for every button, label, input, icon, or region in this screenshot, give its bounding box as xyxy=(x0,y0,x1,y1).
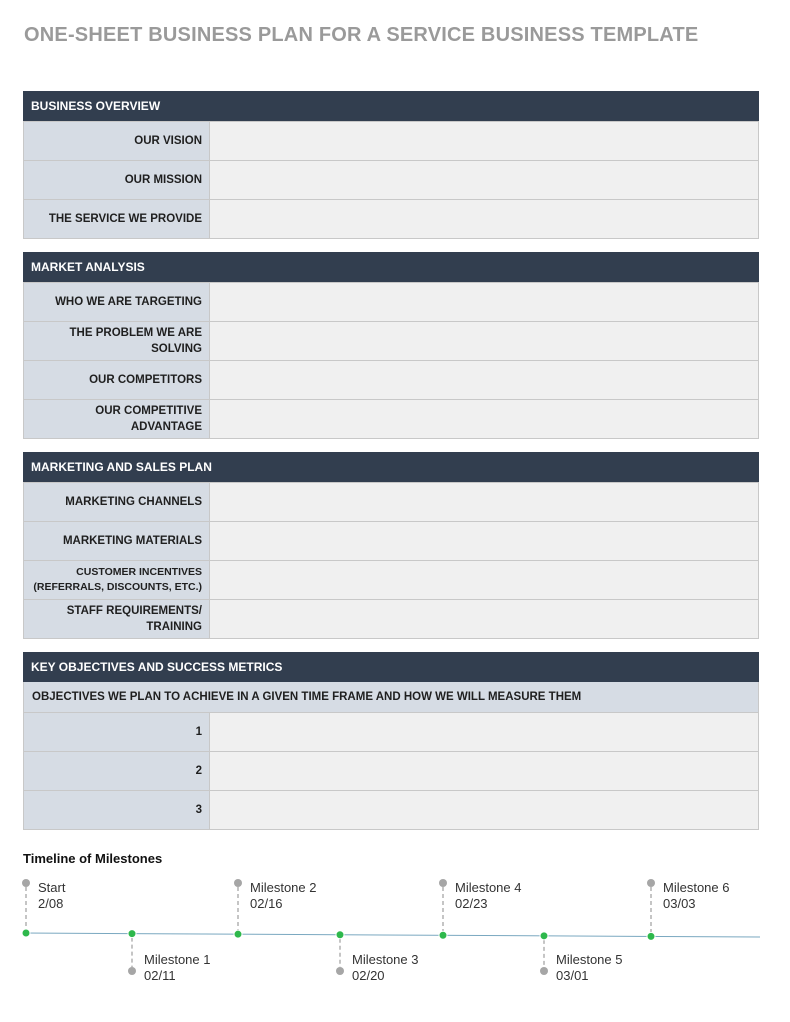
milestone-name: Milestone 6 xyxy=(663,880,730,895)
row-label: THE SERVICE WE PROVIDE xyxy=(24,200,210,239)
section-header: BUSINESS OVERVIEW xyxy=(23,91,759,121)
table-row xyxy=(24,400,759,439)
channels-field[interactable] xyxy=(210,483,759,522)
table-row xyxy=(24,322,759,361)
milestone-label xyxy=(556,952,622,984)
section-header: MARKETING AND SALES PLAN xyxy=(23,452,759,482)
staff-field[interactable] xyxy=(210,600,759,639)
milestone-pin-icon xyxy=(22,879,30,887)
page-title: ONE-SHEET BUSINESS PLAN FOR A SERVICE BUSINESS TEMPLATE xyxy=(24,24,699,46)
milestone-label xyxy=(144,952,210,984)
row-label: MARKETING CHANNELS xyxy=(24,483,210,522)
milestone-pin-icon xyxy=(439,879,447,887)
milestone-name: Milestone 3 xyxy=(352,952,419,967)
table-row xyxy=(24,752,759,791)
milestone-label xyxy=(38,880,65,912)
milestone-date: 03/03 xyxy=(663,896,696,911)
table-row xyxy=(24,161,759,200)
table-row xyxy=(24,713,759,752)
table-row xyxy=(24,283,759,322)
incentives-field[interactable] xyxy=(210,561,759,600)
milestone-pin-icon xyxy=(647,879,655,887)
milestone-pin-icon xyxy=(128,967,136,975)
milestone-marker-icon xyxy=(336,931,344,939)
row-label: STAFF REQUIREMENTS/ TRAINING xyxy=(24,600,210,639)
row-label: OUR COMPETITIVE ADVANTAGE xyxy=(24,400,210,439)
milestone-label xyxy=(250,880,316,912)
row-label: OUR COMPETITORS xyxy=(24,361,210,400)
milestone-name: Milestone 2 xyxy=(250,880,317,895)
objectives-subheader: OBJECTIVES WE PLAN TO ACHIEVE IN A GIVEN TIME FRAME AND HOW WE WILL MEASURE THEM xyxy=(23,682,759,712)
mission-field[interactable] xyxy=(210,161,759,200)
milestone-marker-icon xyxy=(439,931,447,939)
targeting-field[interactable] xyxy=(210,283,759,322)
row-label: OUR MISSION xyxy=(24,161,210,200)
milestone-name: Milestone 5 xyxy=(556,952,623,967)
row-label: 1 xyxy=(24,713,210,752)
milestone-label xyxy=(352,952,418,984)
table-row xyxy=(24,522,759,561)
section-header: KEY OBJECTIVES AND SUCCESS METRICS xyxy=(23,652,759,682)
row-label: THE PROBLEM WE ARE SOLVING xyxy=(24,322,210,361)
table-row xyxy=(24,122,759,161)
row-label: CUSTOMER INCENTIVES (REFERRALS, DISCOUNTS, ETC.) xyxy=(24,561,210,600)
timeline-title: Timeline of Milestones xyxy=(23,851,163,866)
milestone-pin-icon xyxy=(336,967,344,975)
table-row xyxy=(24,561,759,600)
competitors-field[interactable] xyxy=(210,361,759,400)
milestone-name: Milestone 1 xyxy=(144,952,211,967)
milestone-pin-icon xyxy=(540,967,548,975)
milestone-marker-icon xyxy=(540,932,548,940)
objectives-section xyxy=(23,652,759,830)
row-label: MARKETING MATERIALS xyxy=(24,522,210,561)
milestone-pin-icon xyxy=(234,879,242,887)
materials-field[interactable] xyxy=(210,522,759,561)
milestone-label xyxy=(455,880,521,912)
row-label: WHO WE ARE TARGETING xyxy=(24,283,210,322)
service-field[interactable] xyxy=(210,200,759,239)
marketing-sales-section xyxy=(23,452,759,639)
milestone-marker-icon xyxy=(22,929,30,937)
milestone-marker-icon xyxy=(128,930,136,938)
table-row xyxy=(24,483,759,522)
business-overview-section xyxy=(23,91,759,239)
milestone-date: 02/11 xyxy=(144,968,176,983)
milestone-date: 2/08 xyxy=(38,896,64,911)
table-row xyxy=(24,200,759,239)
table-row xyxy=(24,361,759,400)
section-header: MARKET ANALYSIS xyxy=(23,252,759,282)
row-label: OUR VISION xyxy=(24,122,210,161)
problem-field[interactable] xyxy=(210,322,759,361)
market-analysis-section xyxy=(23,252,759,439)
advantage-field[interactable] xyxy=(210,400,759,439)
vision-field[interactable] xyxy=(210,122,759,161)
milestone-label xyxy=(663,880,729,912)
row-label: 3 xyxy=(24,791,210,830)
table-row xyxy=(24,600,759,639)
objective-1-field[interactable] xyxy=(210,713,759,752)
row-label: 2 xyxy=(24,752,210,791)
objective-2-field[interactable] xyxy=(210,752,759,791)
timeline-axis xyxy=(22,933,760,937)
milestone-marker-icon xyxy=(234,930,242,938)
milestone-marker-icon xyxy=(647,932,655,940)
milestone-date: 02/20 xyxy=(352,968,385,983)
milestone-name: Start xyxy=(38,880,66,895)
milestone-date: 02/23 xyxy=(455,896,488,911)
milestone-name: Milestone 4 xyxy=(455,880,522,895)
milestone-date: 03/01 xyxy=(556,968,589,983)
table-row xyxy=(24,791,759,830)
milestone-date: 02/16 xyxy=(250,896,283,911)
objective-3-field[interactable] xyxy=(210,791,759,830)
